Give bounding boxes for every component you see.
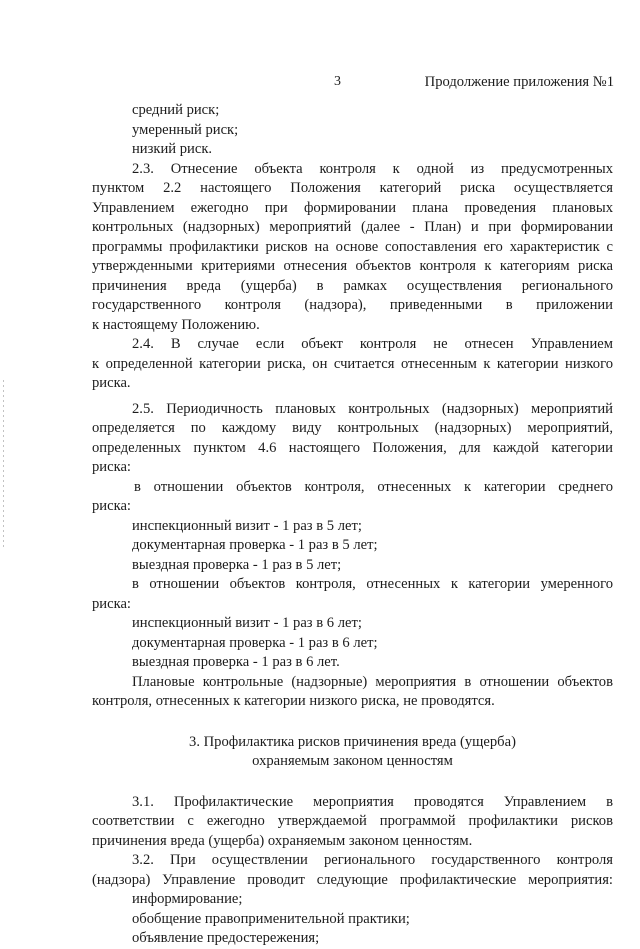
text-line: 2.4. В случае если объект контроля не отнесен Управлением — [132, 336, 613, 352]
text-line: контроля, отнесенных к категории низкого риска, не проводятся. — [92, 693, 495, 709]
text-line: государственного контроля (надзора), приведенными в приложении — [92, 297, 613, 313]
text-line: документарная проверка - 1 раз в 6 лет; — [132, 634, 378, 651]
text-line: информирование; — [132, 891, 243, 907]
text-line: причинения вреда (ущерба) охраняемым законом ценностям. — [92, 832, 473, 849]
text-line: 3.1. Профилактические мероприятия проводятся Управлением в — [132, 793, 613, 810]
appendix-continuation-title: Продолжение приложения №1 — [424, 74, 614, 90]
text-line: в отношении объектов контроля, отнесенных к категории умеренного — [132, 576, 613, 592]
section-heading-line: 3. Профилактика рисков причинения вреда (ущерба) — [189, 733, 516, 750]
paragraph-gap — [92, 712, 613, 733]
text-line: определенных пунктом 4.6 настоящего Положения, для каждой категории — [92, 439, 613, 456]
page-number: 3 — [334, 74, 341, 89]
text-line: причинения вреда (ущерба) в рамках осуществления регионального — [92, 277, 613, 294]
page-header — [0, 74, 640, 92]
text-line: Плановые контрольные (надзорные) мероприятия в отношении объектов — [132, 673, 613, 690]
text-line: пунктом 2.2 настоящего Положения категорий риска осуществляется — [92, 180, 613, 196]
text-line: риска. — [92, 375, 131, 391]
text-line: объявление предостережения; — [132, 930, 320, 946]
text-line: 2.3. Отнесение объекта контроля к одной из предусмотренных — [132, 160, 613, 177]
text-line: риска: — [92, 459, 131, 475]
text-line: в отношении объектов контроля, отнесенных к категории среднего — [134, 478, 613, 495]
text-line: документарная проверка - 1 раз в 5 лет; — [132, 537, 378, 553]
text-line: Управлением ежегодно при формировании плана проведения плановых — [92, 199, 613, 216]
paragraph-gap — [92, 772, 613, 793]
text-line: программы профилактики рисков на основе сопоставления его характеристик с — [92, 238, 613, 255]
text-line: выездная проверка - 1 раз в 6 лет. — [132, 654, 340, 670]
text-line: обобщение правоприменительной практики; — [132, 910, 410, 927]
text-line: (надзора) Управление проводит следующие профилактические мероприятия: — [92, 871, 613, 888]
text-line: умеренный риск; — [132, 121, 239, 138]
text-line: к настоящему Положению. — [92, 316, 260, 333]
text-line: выездная проверка - 1 раз в 5 лет; — [132, 556, 342, 573]
text-line: инспекционный визит - 1 раз в 5 лет; — [132, 517, 362, 534]
text-line: соответствии с ежегодно утверждаемой программой профилактики рисков — [92, 813, 613, 829]
text-line: риска: — [92, 498, 131, 514]
section-heading-line: охраняемым законом ценностям — [252, 753, 453, 769]
scan-edge-marks — [3, 380, 4, 550]
text-line: 3.2. При осуществлении регионального государственного контроля — [132, 852, 613, 868]
text-line: низкий риск. — [132, 141, 213, 157]
text-line: инспекционный визит - 1 раз в 6 лет; — [132, 615, 362, 631]
text-line: риска: — [92, 595, 131, 612]
text-line: определяется по каждому виду контрольных (надзорных) мероприятий, — [92, 420, 613, 436]
text-line: к определенной категории риска, он считается отнесенным к категории низкого — [92, 355, 613, 372]
document-body — [92, 101, 613, 949]
text-line: средний риск; — [132, 102, 220, 118]
text-line: утвержденными критериями отнесения объектов контроля к категориям риска — [92, 258, 613, 274]
text-line: 2.5. Периодичность плановых контрольных (надзорных) мероприятий — [132, 400, 613, 417]
text-line: контрольных (надзорных) мероприятий (далее - План) и при формировании — [92, 219, 613, 235]
